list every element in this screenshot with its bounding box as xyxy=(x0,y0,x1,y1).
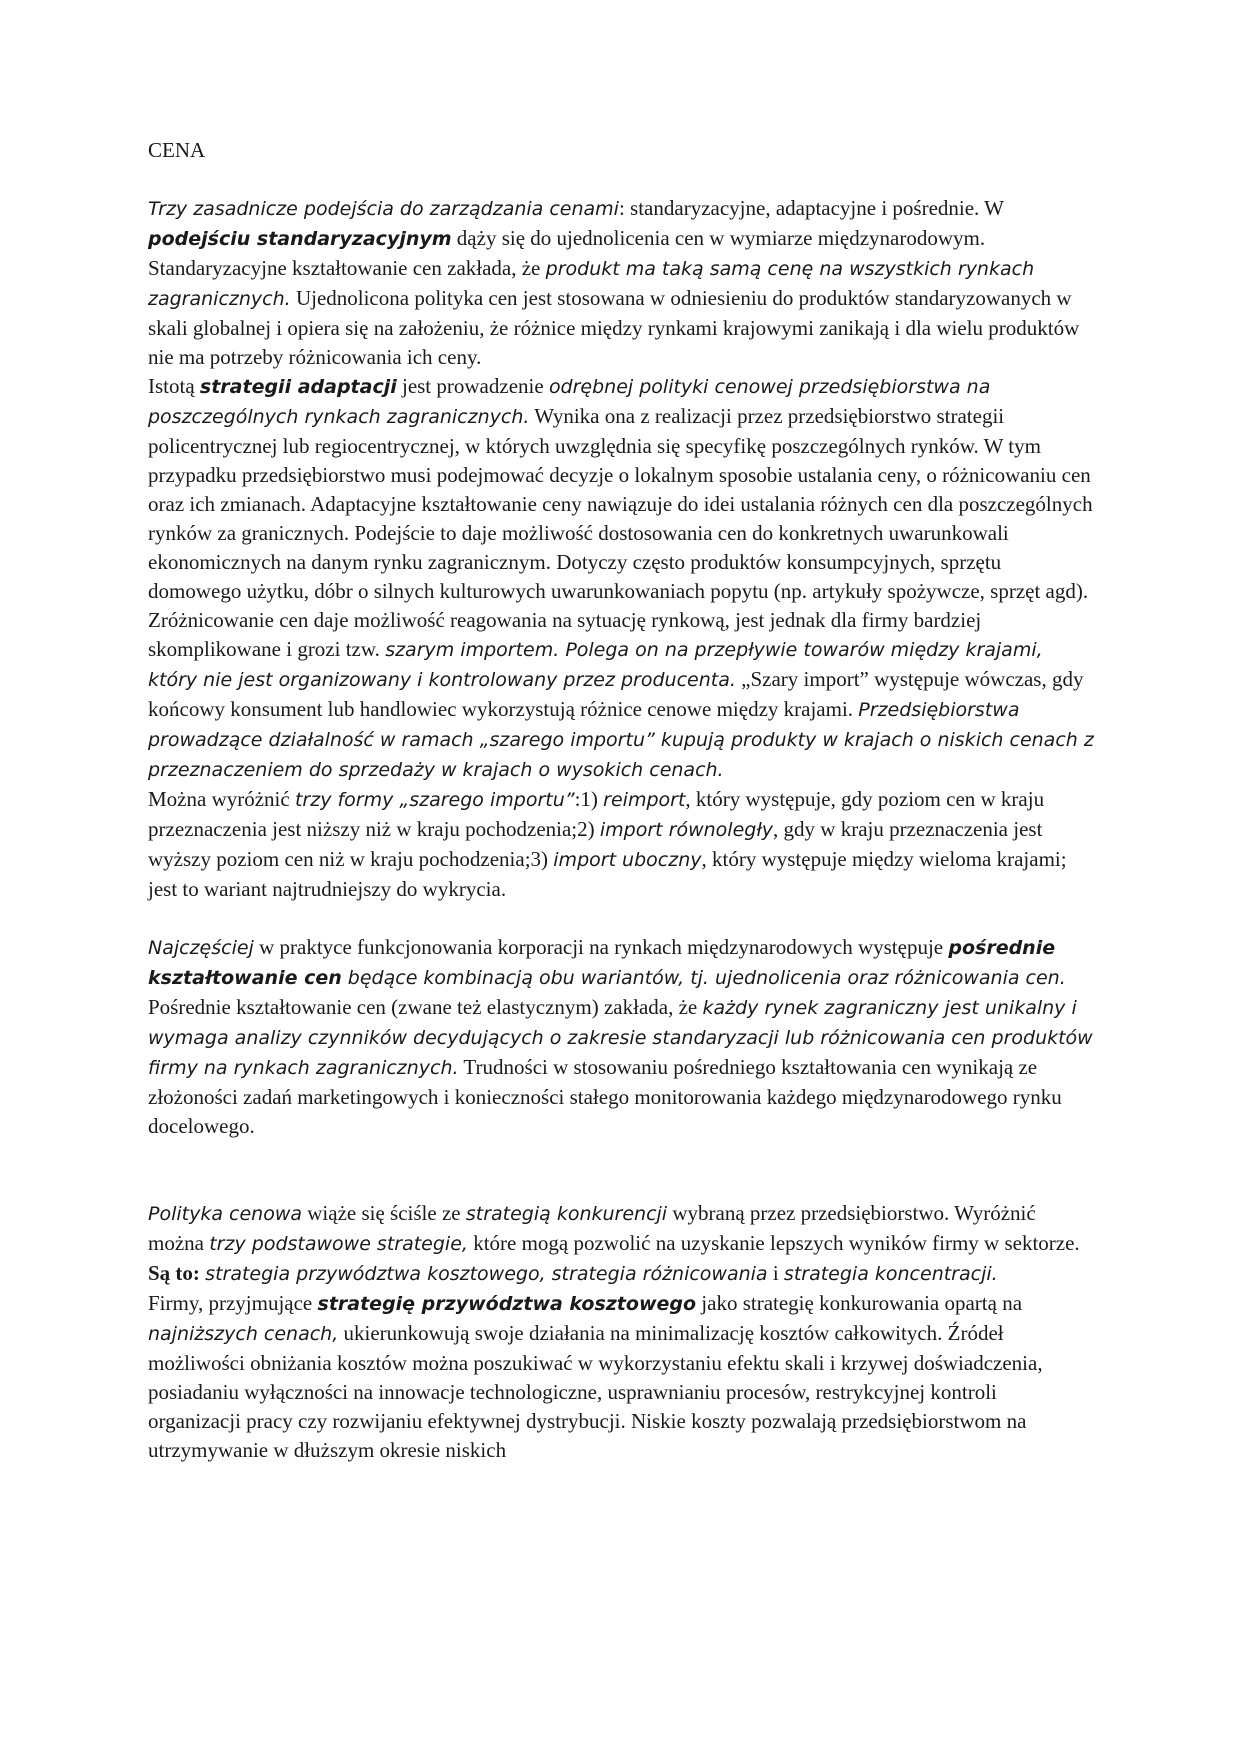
emphasized-text-run: najniższych cenach, xyxy=(148,1323,339,1345)
paragraph-intermediate-pricing xyxy=(148,933,1094,1141)
emphasized-text-run: strategii adaptacji xyxy=(199,376,397,398)
paragraph-standardization xyxy=(148,194,1094,372)
paragraph-adaptation xyxy=(148,372,1094,606)
emphasized-text-run: produkt ma taką samą cenę na wszystkich rynkach zagranicznych. xyxy=(148,258,1035,310)
paragraph-cost-leadership xyxy=(148,1289,1094,1465)
emphasized-text-run: strategię przywództwa kosztowego xyxy=(317,1293,697,1315)
text-run: Zróżnicowanie cen daje możliwość reagowania na sytuację rynkową, jest jednak dla firmy bardziej skomplikowane i grozi tzw. xyxy=(148,608,982,661)
emphasized-text-run: strategia przywództwa kosztowego, strategia różnicowania xyxy=(205,1263,768,1285)
emphasized-text-run: Trzy zasadnicze podejścia do zarządzania cenami xyxy=(148,198,619,220)
text-run: , gdy w kraju przeznaczenia jest wyższy poziom cen niż w kraju pochodzenia;3) xyxy=(148,817,1043,871)
emphasized-text-run: import uboczny xyxy=(553,849,702,871)
paragraph-pricing-policy xyxy=(148,1199,1094,1289)
text-run: dąży się do ujednolicenia cen w wymiarze międzynarodowym. Standaryzacyjne kształtowanie cen zakłada, że xyxy=(148,226,986,280)
text-run: Pośrednie kształtowanie cen (zwane też elastycznym) zakłada, że xyxy=(148,995,703,1019)
text-run: Można wyróżnić xyxy=(148,787,295,811)
emphasized-text-run: reimport xyxy=(603,789,686,811)
document-page xyxy=(148,136,1094,1465)
text-run: wiąże się ściśle ze xyxy=(302,1201,466,1225)
text-run: Firmy, przyjmujące xyxy=(148,1291,318,1315)
text-run: Wynika ona z realizacji przez przedsiębiorstwo strategii policentrycznej lub regiocentrycznej, w których uwzględnia się specyfikę poszczególnych rynków. W tym przypadku przedsiębiorstwo musi podejmować decyzje o lokalnym sposobie ustalania ceny, o różnicowaniu cen oraz ich zmianach. Adaptacyjne kształtowanie ceny nawiązuje do idei ustalania różnych cen dla poszczególnych rynków za granicznych. Podejście to daje możliwość dostosowania cen do konkretnych uwarunkowali ekonomicznych na danym rynku zagranicznym. Dotyczy często produktów konsumpcyjnych, sprzętu domowego użytku, dóbr o silnych kulturowych uwarunkowaniach popytu (np. artykuły spożywcze, sprzęt agd). xyxy=(148,404,1093,603)
text-run: które mogą pozwolić na uzyskanie lepszych wyników firmy w sektorze. xyxy=(467,1231,1080,1255)
emphasized-text-run: będące kombinacją obu wariantów, tj. ujednolicenia oraz różnicowania cen. xyxy=(341,967,1066,989)
emphasized-text-run: Są to: xyxy=(148,1261,200,1285)
text-run: jako strategię konkurowania opartą na xyxy=(696,1291,1023,1315)
emphasized-text-run: Najczęściej xyxy=(148,937,254,959)
emphasized-text-run: trzy formy „szarego importu” xyxy=(294,789,575,811)
text-run: Istotą xyxy=(148,374,200,398)
emphasized-text-run: podejściu standaryzacyjnym xyxy=(148,228,452,250)
paragraph-gray-import-forms xyxy=(148,785,1094,904)
text-run: „Szary import” występuje wówczas, gdy końcowy konsument lub handlowiec wykorzystują różnice cenowe między krajami. xyxy=(148,667,1084,721)
text-run: wybraną przez przedsiębiorstwo. Wyróżnić można xyxy=(148,1201,1036,1255)
emphasized-text-run: każdy rynek zagraniczny jest unikalny i wymaga analizy czynników decydujących o zakresie standaryzacji lub różnicowania cen produktów firmy na rynkach zagranicznych. xyxy=(148,997,1093,1079)
text-run: : standaryzacyjne, adaptacyjne i pośrednie. W xyxy=(618,196,1004,220)
emphasized-text-run: Przedsiębiorstwa prowadzące działalność w ramach „szarego importu” kupują produkty w krajach o niskich cenach z przeznaczeniem do sprzedaży w krajach o wysokich cenach. xyxy=(148,699,1094,781)
emphasized-text-run: strategią konkurencji xyxy=(465,1203,668,1225)
paragraph-spacer xyxy=(148,904,1094,933)
text-run: w praktyce funkcjonowania korporacji na rynkach międzynarodowych występuje xyxy=(253,935,949,959)
paragraph-spacer xyxy=(148,1141,1094,1199)
emphasized-text-run: strategia koncentracji. xyxy=(783,1263,998,1285)
text-run: :1) xyxy=(574,787,604,811)
text-run: jest prowadzenie xyxy=(396,374,549,398)
emphasized-text-run: szarym importem. Polega on na przepływie towarów między krajami, który nie jest organizowany i kontrolowany przez producenta. xyxy=(148,639,1043,691)
text-run: i xyxy=(767,1261,784,1285)
text-run: Trudności w stosowaniu pośredniego kształtowania cen wynikają ze złożoności zadań marketingowych i konieczności stałego monitorowania każdego międzynarodowego rynku docelowego. xyxy=(148,1055,1062,1138)
emphasized-text-run: pośrednie kształtowanie cen xyxy=(148,937,1056,989)
emphasized-text-run: trzy podstawowe strategie, xyxy=(209,1233,468,1255)
text-run: , który występuje między wieloma krajami; jest to wariant najtrudniejszy do wykrycia. xyxy=(148,847,1067,901)
text-run: Ujednolicona polityka cen jest stosowana w odniesieniu do produktów standaryzowanych w skali globalnej i opiera się na założeniu, że różnice między rynkami krajowymi zanikają i dla wielu produktów nie ma potrzeby różnicowania ich ceny. xyxy=(148,286,1080,369)
emphasized-text-run: Polityka cenowa xyxy=(148,1203,303,1225)
paragraph-gray-import xyxy=(148,606,1094,785)
document-title: CENA xyxy=(148,138,206,162)
text-run: , który występuje, gdy poziom cen w kraju przeznaczenia jest niższy niż w kraju pochodzenia;2) xyxy=(148,787,1045,841)
emphasized-text-run: import równoległy xyxy=(599,819,774,841)
emphasized-text-run: odrębnej polityki cenowej przedsiębiorstwa na poszczególnych rynkach zagranicznych. xyxy=(148,376,991,428)
text-run: ukierunkowują swoje działania na minimalizację kosztów całkowitych. Źródeł możliwości obniżania kosztów można poszukiwać w wykorzystaniu efektu skali i krzywej doświadczenia, posiadaniu wyłączności na innowacje technologiczne, usprawnianiu procesów, restrykcyjnej kontroli organizacji pracy czy rozwijaniu efektywnej dystrybucji. Niskie koszty pozwalają przedsiębiorstwom na utrzymywanie w dłuższym okresie niskich xyxy=(148,1321,1043,1462)
